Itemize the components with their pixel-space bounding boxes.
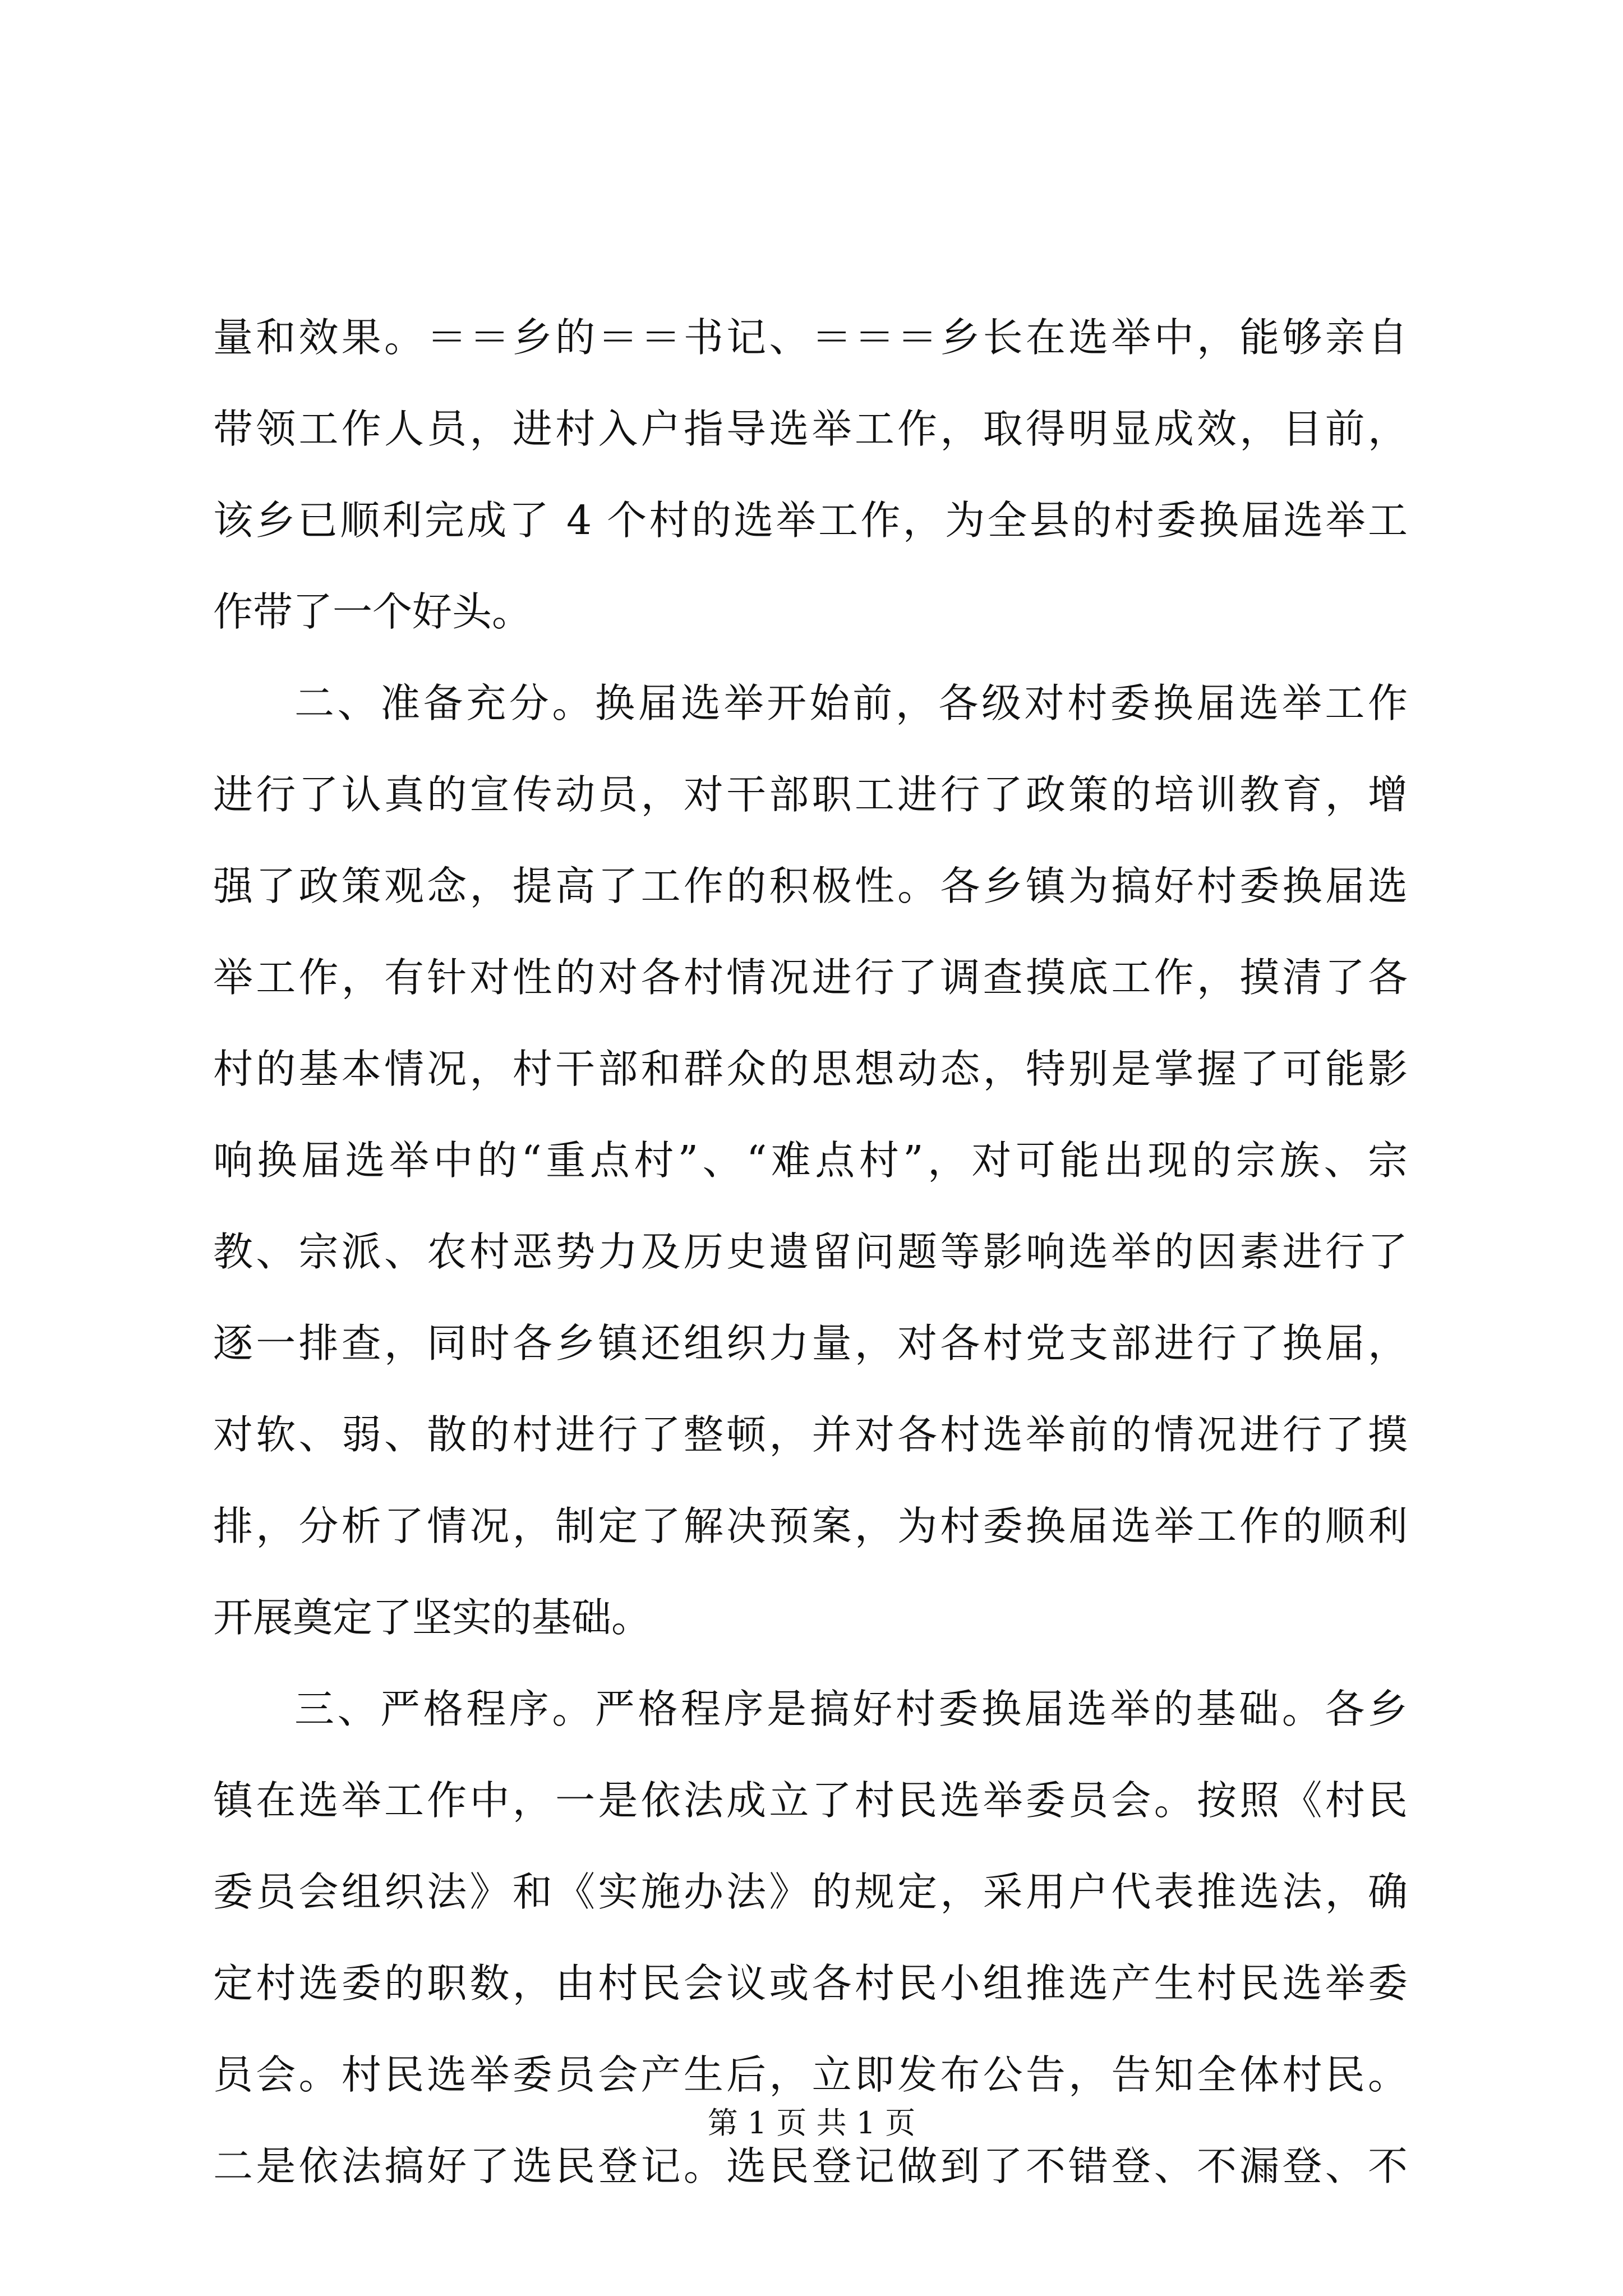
- text-line: 村的基本情况，村干部和群众的思想动态，特别是掌握了可能影: [213, 1046, 1408, 1092]
- text-line: 镇在选举工作中，一是依法成立了村民选举委员会。按照《村民: [213, 1777, 1408, 1824]
- text-line: 三、严格程序。严格程序是搞好村委换届选举的基础。各乡: [294, 1686, 1408, 1732]
- text-line: 作带了一个好头。: [213, 588, 532, 635]
- text-line: 量和效果。＝＝乡的＝＝书记、＝＝＝乡长在选举中，能够亲自: [213, 314, 1408, 361]
- text-line: 开展奠定了坚实的基础。: [213, 1594, 652, 1641]
- text-line: 委员会组织法》和《实施办法》的规定，采用户代表推选法，确: [213, 1869, 1408, 1915]
- text-line: 进行了认真的宣传动员，对干部职工进行了政策的培训教育，增: [213, 771, 1408, 818]
- text-line: 该乡已顺利完成了 4 个村的选举工作，为全县的村委换届选举工: [213, 497, 1408, 544]
- text-line: 二、准备充分。换届选举开始前，各级对村委换届选举工作: [294, 680, 1408, 726]
- page-footer: 第 1 页 共 1 页: [707, 2105, 916, 2141]
- text-line: 员会。村民选举委员会产生后，立即发布公告，告知全体村民。: [213, 2051, 1408, 2098]
- text-line: 带领工作人员，进村入户指导选举工作，取得明显成效，目前，: [213, 406, 1408, 452]
- text-line: 教、宗派、农村恶势力及历史遗留问题等影响选举的因素进行了: [213, 1228, 1408, 1275]
- text-line: 二是依法搞好了选民登记。选民登记做到了不错登、不漏登、不: [213, 2143, 1408, 2189]
- text-line: 举工作，有针对性的对各村情况进行了调查摸底工作，摸清了各: [213, 954, 1408, 1001]
- document-body: [213, 292, 1408, 2212]
- text-line: 强了政策观念，提高了工作的积极性。各乡镇为搞好村委换届选: [213, 863, 1408, 909]
- text-line: 排，分析了情况，制定了解决预案，为村委换届选举工作的顺利: [213, 1503, 1408, 1549]
- text-line: 逐一排查，同时各乡镇还组织力量，对各村党支部进行了换届，: [213, 1320, 1408, 1366]
- text-line: 对软、弱、散的村进行了整顿，并对各村选举前的情况进行了摸: [213, 1411, 1408, 1458]
- text-line: 响换届选举中的“重点村”、“难点村”，对可能出现的宗族、宗: [213, 1137, 1408, 1184]
- text-line: 定村选委的职数，由村民会议或各村民小组推选产生村民选举委: [213, 1960, 1408, 2007]
